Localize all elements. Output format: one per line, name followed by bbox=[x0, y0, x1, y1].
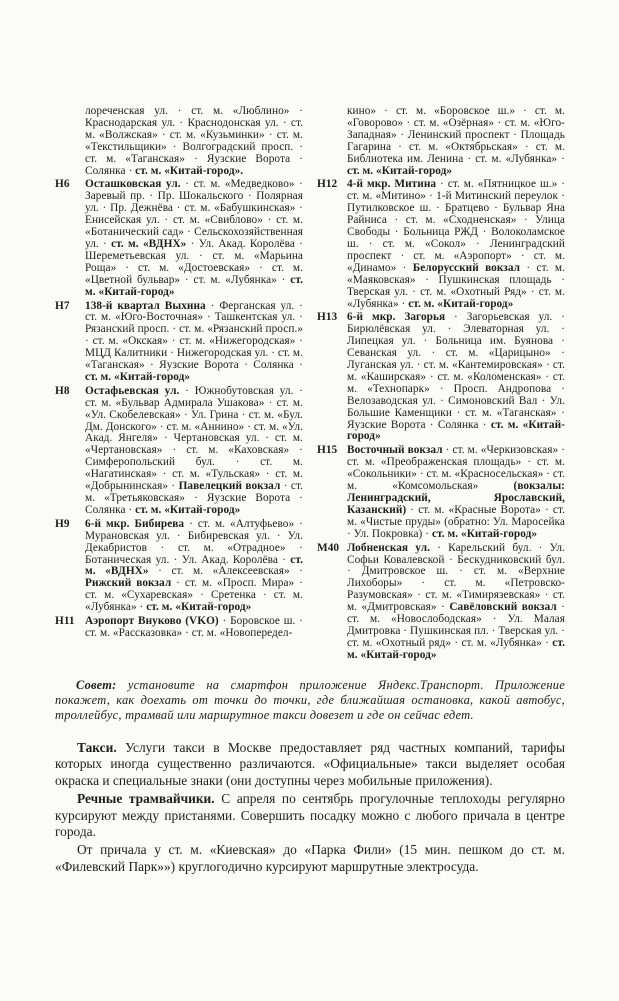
route-text: лореченская ул. · ст. м. «Люблино» · Краснодарская ул. · Краснодонская ул. · ст. м. «Волжская» · ст. м. «Кузьминки» · ст. м. «Текстильщики» · Волгоградский просп. · ст. м. «Таганская» · Яузские Ворота · Солянка · ст. м. «Китай-город». bbox=[85, 105, 303, 177]
route-entry bbox=[55, 616, 303, 640]
body-paragraphs bbox=[55, 740, 565, 875]
route-text: кино» · ст. м. «Боровское ш.» · ст. м. «Говорово» · ст. м. «Озёрная» · ст. м. «Юго-Западная» · Ленинский проспект · Площадь Гагарина · ст. м. «Октябрьская» · ст. м. Библиотека им. Ленина · ст. м. «Лубянка» · ст. м. «Китай-город» bbox=[347, 105, 565, 177]
route-text: Остафьевская ул. · Южнобутовская ул. · ст. м. «Бульвар Адмирала Ушакова» · ст. м. «Ул. Скобелевская» · Ул. Грина · ст. м. «Бул. Дм. Донского» · ст. м. «Аннино» · ст. м. «Ул. Акад. Янгеля» · Чертановская ул. · ст. м. «Чертановская» · ст. м. «Каховская» · Симферопольский бул. · ст. м. «Нагатинская» · ст. м. «Тульская» · ст. м. «Добрынинская» · Павелецкий вокзал · ст. м. «Третьяковская» · Яузские Ворота · Солянка · ст. м. «Китай-город» bbox=[85, 384, 303, 516]
paragraph: От причала у ст. м. «Киевская» до «Парка Фили» (15 мин. пешком до ст. м. «Филевский Парк»») круглогодично курсируют маршрутные электросуда. bbox=[55, 842, 565, 874]
route-text: Осташковская ул. · ст. м. «Медведково» · Заревый пр. · Пр. Шокальского · Полярная ул. · Пр. Дежнёва · ст. м. «Бабушкинская» · Енисейская ул. · ст. м. «Свиблово» · ст. м. «Ботанический сад» · Сельскохозяйственная ул. · ст. м. «ВДНХ» · Ул. Акад. Королёва · Шереметьевская ул. · ст. м. «Марьина Роща» · ст. м. «Достоевская» · ст. м. «Цветной бульвар» · ст. м. «Лубянка» · ст. м. «Китай-город» bbox=[85, 178, 303, 298]
tip-text: установите на смартфон приложение Яндекс.Транспорт. Приложение покажет, как доехать от точки до точки, где ближайшая остановка, какой автобус, троллейбус, трамвай или маршрутное такси довезет и где он сейчас едет. bbox=[55, 677, 565, 722]
paragraph: Такси. Услуги такси в Москве предоставляет ряд частных компаний, тарифы которых иногда существенно различаются. «Официальные» такси выделяет особая окраска и специальные знаки (они доступны через мобильные приложения). bbox=[55, 739, 565, 788]
route-code: Н12 bbox=[317, 178, 338, 191]
route-entry bbox=[55, 106, 303, 177]
route-text: 4-й мкр. Митина · ст. м. «Пятницкое ш.» · ст. м. «Митино» · 1-й Митинский переулок · Путилковское ш. · Братцево · Бульвар Яна Райниса · ст. м. «Сходненская» · Улица Свободы · Больница РЖД · Волоколамское ш. · ст. м. «Сокол» · Ленинградский проспект · ст. м. «Аэропорт» · ст. м. «Динамо» · Белорусский вокзал · ст. м. «Маяковская» · Пушкинская площадь · Тверская ул. · ст. м. «Охотный Ряд» · ст. м. «Лубянка» · ст. м. «Китай-город» bbox=[347, 178, 565, 310]
route-entry bbox=[317, 106, 565, 177]
routes-column-left bbox=[55, 106, 303, 664]
route-text: 6-й мкр. Бибирева · ст. м. «Алтуфьево» · Мурановская ул. · Бибиревская ул. · Ул. Декабристов · ст. м. «Отрадное» · Ботаническая ул. · Ул. Акад. Королёва · ст. м. «ВДНХ» · ст. м. «Алексеевская» · Рижский вокзал · ст. м. «Просп. Мира» · ст. м. «Сухаревская» · Сретенка · ст. м. «Лубянка» · ст. м. «Китай-город» bbox=[85, 517, 303, 614]
route-code: Н13 bbox=[317, 311, 338, 324]
route-code: Н7 bbox=[55, 299, 70, 312]
route-entry bbox=[55, 386, 303, 517]
route-code: Н8 bbox=[55, 384, 70, 397]
paragraph-lead: Речные трамвайчики. bbox=[77, 791, 215, 807]
route-entry bbox=[55, 179, 303, 298]
route-entry bbox=[55, 301, 303, 384]
route-code: Н11 bbox=[55, 615, 75, 628]
route-text: 138-й квартал Выхина · Ферганская ул. · ст. м. «Юго-Восточная» · Ташкентская ул. · Рязанский просп. · ст. м. «Рязанский просп.» · ст. м. «Окская» · ст. м. «Нижегородская» · МЦД Калитники · Нижегородская ул. · ст. м. «Таганская» · Яузские Ворота · Солянка · ст. м. «Китай-город» bbox=[85, 299, 303, 383]
route-text: Аэропорт Внуково (VKO) · Боровское ш. · ст. м. «Рассказовка» · ст. м. «Новопередел- bbox=[85, 615, 303, 639]
route-code: М40 bbox=[317, 541, 340, 554]
route-text: Восточный вокзал · ст. м. «Черкизовская» · ст. м. «Преображенская площадь» · ст. м. «Сокольники» · ст. м. «Красносельская» · ст. м. «Комсомольская» (вокзалы: Ленинградский, Ярославский, Казанский) · ст. м. «Красные Ворота» · ст. м. «Чистые пруды» (обратно: Ул. Маросейка · Ул. Покровка) · ст. м. «Китай-город» bbox=[347, 444, 565, 540]
route-entry bbox=[317, 312, 565, 443]
route-text: Лобненская ул. · Карельский бул. · Ул. Софьи Ковалевской · Бескудниковский бул. · Дмитровское ш. · ст. м. «Верхние Лихоборы» · ст. м. «Петровско-Разумовская» · ст. м. «Тимирязевская» · ст. м. «Дмитровская» · Савёловский вокзал · ст. м. «Новослободская» · Ул. Малая Дмитровка · Пушкинская пл. · Тверская ул. · ст. м. «Охотный ряд» · ст. м. «Лубянка» · ст. м. «Китай-город» bbox=[347, 541, 565, 661]
route-text: 6-й мкр. Загорья · Загорьевская ул. · Бирюлёвская ул. · Элеваторная ул. · Липецкая ул. · Больница им. Буянова · Севанская ул. · ст. м. «Царицыно» · Луганская ул. · ст. м. «Кантемировская» · ст. м. «Каширская» · ст. м. «Коломенская» · ст. м. «Технопарк» · Просп. Андропова · Велозаводская ул. · Симоновский Вал · Ул. Большие Каменщики · ст. м. «Таганская» · Яузские Ворота · Солянка · ст. м. «Китай-город» bbox=[347, 311, 565, 443]
paragraph-lead: Такси. bbox=[77, 739, 117, 755]
route-entry bbox=[55, 519, 303, 614]
route-code: Н15 bbox=[317, 444, 338, 457]
route-entry bbox=[317, 445, 565, 540]
paragraph: Речные трамвайчики. С апреля по сентябрь прогулочные теплоходы регулярно курсируют между пристанями. Совершить посадку можно с любого причала в центре города. bbox=[55, 791, 565, 839]
route-code: Н6 bbox=[55, 178, 70, 191]
route-entry bbox=[317, 179, 565, 310]
routes-section bbox=[55, 106, 565, 664]
route-code: Н9 bbox=[55, 517, 70, 530]
routes-column-right bbox=[317, 106, 565, 664]
tip-lead: Совет: bbox=[76, 677, 117, 692]
route-entry bbox=[317, 543, 565, 662]
tip-paragraph bbox=[55, 678, 565, 723]
